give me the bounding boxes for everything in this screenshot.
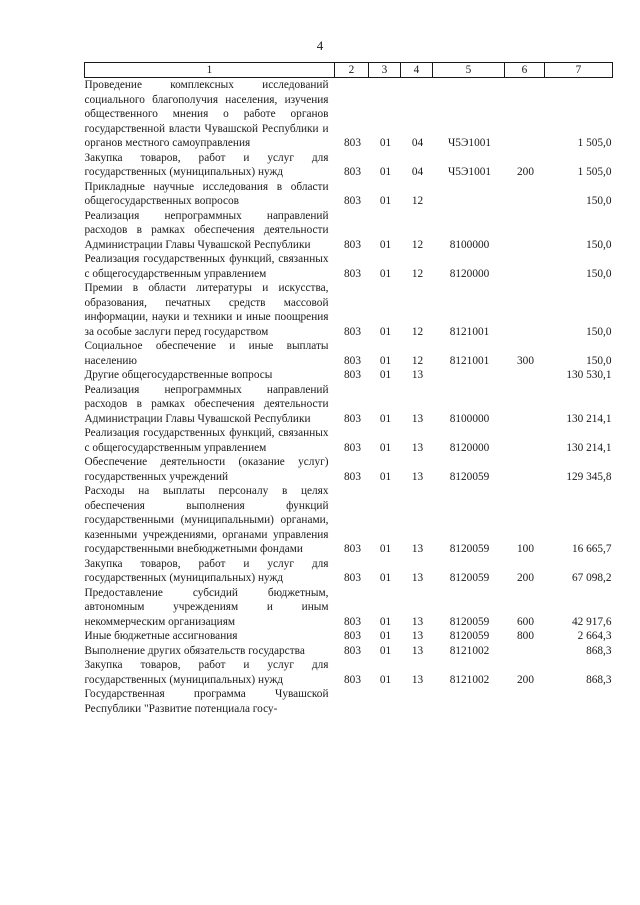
row-chapter: 803 bbox=[344, 137, 361, 149]
row-section: 01 bbox=[379, 470, 392, 483]
row-name: Закупка товаров, работ и услуг для государственных (муниципальных) нужд bbox=[84, 557, 329, 584]
row-subsection: 13 bbox=[411, 441, 424, 454]
row-expense-type bbox=[505, 687, 545, 716]
row-name: Реализация непрограммных направлений расходов в рамках обеспечения деятельности Администрации Главы Чувашской Республики bbox=[84, 383, 329, 425]
row-subsection: 04 bbox=[411, 137, 424, 149]
row-target-article bbox=[433, 368, 505, 383]
column-header-7: 7 bbox=[545, 63, 613, 78]
row-chapter: 803 bbox=[344, 369, 361, 381]
row-amount: 130 530,1 bbox=[566, 369, 612, 381]
row-expense-type bbox=[505, 209, 545, 253]
row-section: 01 bbox=[379, 325, 392, 338]
row-section: 01 bbox=[379, 630, 392, 642]
row-subsection: 12 bbox=[411, 238, 424, 251]
table-row bbox=[85, 78, 613, 151]
row-subsection: 13 bbox=[411, 644, 424, 657]
row-chapter: 803 bbox=[344, 195, 361, 207]
column-header-1: 1 bbox=[85, 63, 335, 78]
row-expense-type bbox=[505, 368, 545, 383]
row-amount: 42 917,6 bbox=[571, 615, 612, 628]
row-name: Закупка товаров, работ и услуг для государственных (муниципальных) нужд bbox=[84, 151, 329, 178]
row-section: 01 bbox=[379, 644, 392, 657]
table-row bbox=[85, 629, 613, 644]
row-target-article: 8121001 bbox=[449, 354, 490, 367]
row-target-article: 8121001 bbox=[449, 325, 490, 338]
row-subsection: 13 bbox=[411, 369, 424, 381]
row-section: 01 bbox=[379, 195, 392, 207]
row-expense-type bbox=[505, 426, 545, 455]
row-name: Закупка товаров, работ и услуг для государственных (муниципальных) нужд bbox=[84, 659, 329, 686]
row-amount: 150,0 bbox=[586, 238, 612, 251]
row-name: Реализация государственных функций, связанных с общегосударственным управлением bbox=[84, 427, 329, 454]
row-amount bbox=[545, 687, 613, 716]
row-section: 01 bbox=[379, 267, 392, 280]
row-target-article: Ч5Э1001 bbox=[447, 166, 492, 178]
row-target-article: 8120059 bbox=[449, 572, 490, 584]
row-name: Выполнение других обязательств государства bbox=[84, 644, 305, 657]
table-row bbox=[85, 658, 613, 687]
column-header-2: 2 bbox=[335, 63, 369, 78]
row-name: Проведение комплексных исследований социального благополучия населения, изучения общественного мнения о работе органов государственной власти Чувашской Республики и органов местного самоуправления bbox=[84, 79, 329, 149]
row-subsection: 13 bbox=[411, 572, 424, 584]
row-target-article: 8100000 bbox=[449, 238, 490, 251]
page-number: 4 bbox=[316, 38, 324, 53]
table-header bbox=[85, 63, 613, 78]
row-target-article bbox=[433, 687, 505, 716]
row-name: Премии в области литературы и искусства, образования, печатных средств массовой информации, науки и техники и иные поощрения за особые заслуги перед государством bbox=[84, 282, 329, 338]
row-chapter bbox=[335, 687, 369, 716]
row-name: Обеспечение деятельности (оказание услуг) государственных учреждений bbox=[84, 456, 329, 483]
row-amount: 1 505,0 bbox=[577, 137, 612, 149]
table-row bbox=[85, 383, 613, 427]
row-name: Другие общегосударственные вопросы bbox=[84, 369, 273, 381]
row-target-article: 8100000 bbox=[449, 412, 490, 425]
column-header-6: 6 bbox=[505, 63, 545, 78]
row-expense-type bbox=[505, 281, 545, 339]
row-subsection bbox=[401, 687, 433, 716]
row-expense-type: 200 bbox=[517, 166, 534, 178]
row-section: 01 bbox=[379, 238, 392, 251]
row-amount: 150,0 bbox=[586, 354, 612, 367]
row-target-article: 8120059 bbox=[449, 470, 490, 483]
table-row bbox=[85, 368, 613, 383]
row-chapter: 803 bbox=[344, 354, 361, 367]
table-row bbox=[85, 687, 613, 716]
row-section: 01 bbox=[379, 673, 392, 686]
row-name: Реализация государственных функций, связанных с общегосударственным управлением bbox=[84, 253, 329, 280]
row-amount: 130 214,1 bbox=[566, 441, 612, 454]
row-chapter: 803 bbox=[344, 543, 361, 555]
row-subsection: 04 bbox=[411, 166, 424, 178]
row-amount: 868,3 bbox=[586, 673, 612, 686]
row-expense-type: 800 bbox=[517, 630, 534, 642]
row-chapter: 803 bbox=[344, 166, 361, 178]
row-amount: 150,0 bbox=[586, 267, 612, 280]
table-row bbox=[85, 586, 613, 630]
row-target-article: 8121002 bbox=[449, 673, 490, 686]
row-amount: 2 664,3 bbox=[577, 630, 612, 642]
table-row bbox=[85, 180, 613, 209]
table-row bbox=[85, 252, 613, 281]
row-section: 01 bbox=[379, 615, 392, 628]
row-target-article: Ч5Э1001 bbox=[447, 137, 492, 149]
row-target-article: 8120059 bbox=[449, 543, 490, 555]
table-row bbox=[85, 151, 613, 180]
row-chapter: 803 bbox=[344, 470, 361, 483]
budget-table bbox=[84, 62, 613, 716]
row-name: Иные бюджетные ассигнования bbox=[84, 630, 238, 642]
row-section: 01 bbox=[379, 369, 392, 381]
row-section: 01 bbox=[379, 441, 392, 454]
row-target-article: 8120059 bbox=[449, 630, 490, 642]
row-amount: 67 098,2 bbox=[571, 572, 612, 584]
column-header-4: 4 bbox=[401, 63, 433, 78]
row-subsection: 13 bbox=[411, 543, 424, 555]
row-target-article: 8121002 bbox=[449, 644, 490, 657]
row-expense-type bbox=[505, 252, 545, 281]
table-body bbox=[85, 78, 613, 717]
row-subsection: 13 bbox=[411, 615, 424, 628]
row-chapter: 803 bbox=[344, 615, 361, 628]
row-chapter: 803 bbox=[344, 325, 361, 338]
row-subsection: 12 bbox=[411, 354, 424, 367]
row-chapter: 803 bbox=[344, 630, 361, 642]
row-target-article bbox=[433, 180, 505, 209]
table-row bbox=[85, 426, 613, 455]
row-target-article: 8120059 bbox=[449, 615, 490, 628]
row-expense-type: 100 bbox=[517, 543, 534, 555]
row-section: 01 bbox=[379, 543, 392, 555]
row-subsection: 13 bbox=[411, 630, 424, 642]
row-expense-type: 200 bbox=[517, 572, 534, 584]
table-row bbox=[85, 339, 613, 368]
row-expense-type: 600 bbox=[517, 615, 534, 628]
row-amount: 150,0 bbox=[586, 325, 612, 338]
row-chapter: 803 bbox=[344, 441, 361, 454]
row-chapter: 803 bbox=[344, 267, 361, 280]
row-name: Реализация непрограммных направлений расходов в рамках обеспечения деятельности Администрации Главы Чувашской Республики bbox=[84, 209, 329, 251]
row-amount: 1 505,0 bbox=[577, 166, 612, 178]
column-header-5: 5 bbox=[433, 63, 505, 78]
row-expense-type bbox=[505, 383, 545, 427]
row-name: Государственная программа Чувашской Республики "Развитие потенциала госу- bbox=[84, 688, 329, 715]
table-row bbox=[85, 644, 613, 659]
row-expense-type bbox=[505, 455, 545, 484]
row-section bbox=[369, 687, 401, 716]
row-chapter: 803 bbox=[344, 644, 361, 657]
row-section: 01 bbox=[379, 412, 392, 425]
table-row bbox=[85, 455, 613, 484]
row-name: Расходы на выплаты персоналу в целях обеспечения выполнения функций государственными (муниципальными) органами, казенными учреждениями, органами управления государственными внебюджетными фондами bbox=[84, 485, 329, 555]
row-subsection: 13 bbox=[411, 470, 424, 483]
row-chapter: 803 bbox=[344, 238, 361, 251]
column-header-3: 3 bbox=[369, 63, 401, 78]
row-expense-type: 200 bbox=[517, 673, 534, 686]
row-name: Предоставление субсидий бюджетным, автономным учреждениям и иным некоммерческим организациям bbox=[84, 586, 329, 628]
row-amount: 868,3 bbox=[586, 644, 612, 657]
row-name: Прикладные научные исследования в области общегосударственных вопросов bbox=[84, 180, 329, 207]
table-row bbox=[85, 484, 613, 557]
row-target-article: 8120000 bbox=[449, 441, 490, 454]
row-expense-type: 300 bbox=[517, 354, 534, 367]
row-subsection: 12 bbox=[411, 325, 424, 338]
row-chapter: 803 bbox=[344, 572, 361, 584]
row-expense-type bbox=[505, 78, 545, 151]
row-section: 01 bbox=[379, 137, 392, 149]
row-section: 01 bbox=[379, 166, 392, 178]
table-row bbox=[85, 281, 613, 339]
row-amount: 16 665,7 bbox=[571, 543, 612, 555]
row-name: Социальное обеспечение и иные выплаты населению bbox=[84, 340, 329, 367]
row-section: 01 bbox=[379, 572, 392, 584]
row-chapter: 803 bbox=[344, 673, 361, 686]
row-chapter: 803 bbox=[344, 412, 361, 425]
row-subsection: 12 bbox=[411, 267, 424, 280]
row-amount: 129 345,8 bbox=[566, 470, 612, 483]
row-expense-type bbox=[505, 644, 545, 659]
row-section: 01 bbox=[379, 354, 392, 367]
row-subsection: 12 bbox=[411, 195, 424, 207]
row-amount: 130 214,1 bbox=[566, 412, 612, 425]
row-subsection: 13 bbox=[411, 673, 424, 686]
row-target-article: 8120000 bbox=[449, 267, 490, 280]
table-row bbox=[85, 557, 613, 586]
table-row bbox=[85, 209, 613, 253]
row-subsection: 13 bbox=[411, 412, 424, 425]
row-amount: 150,0 bbox=[586, 195, 612, 207]
row-expense-type bbox=[505, 180, 545, 209]
